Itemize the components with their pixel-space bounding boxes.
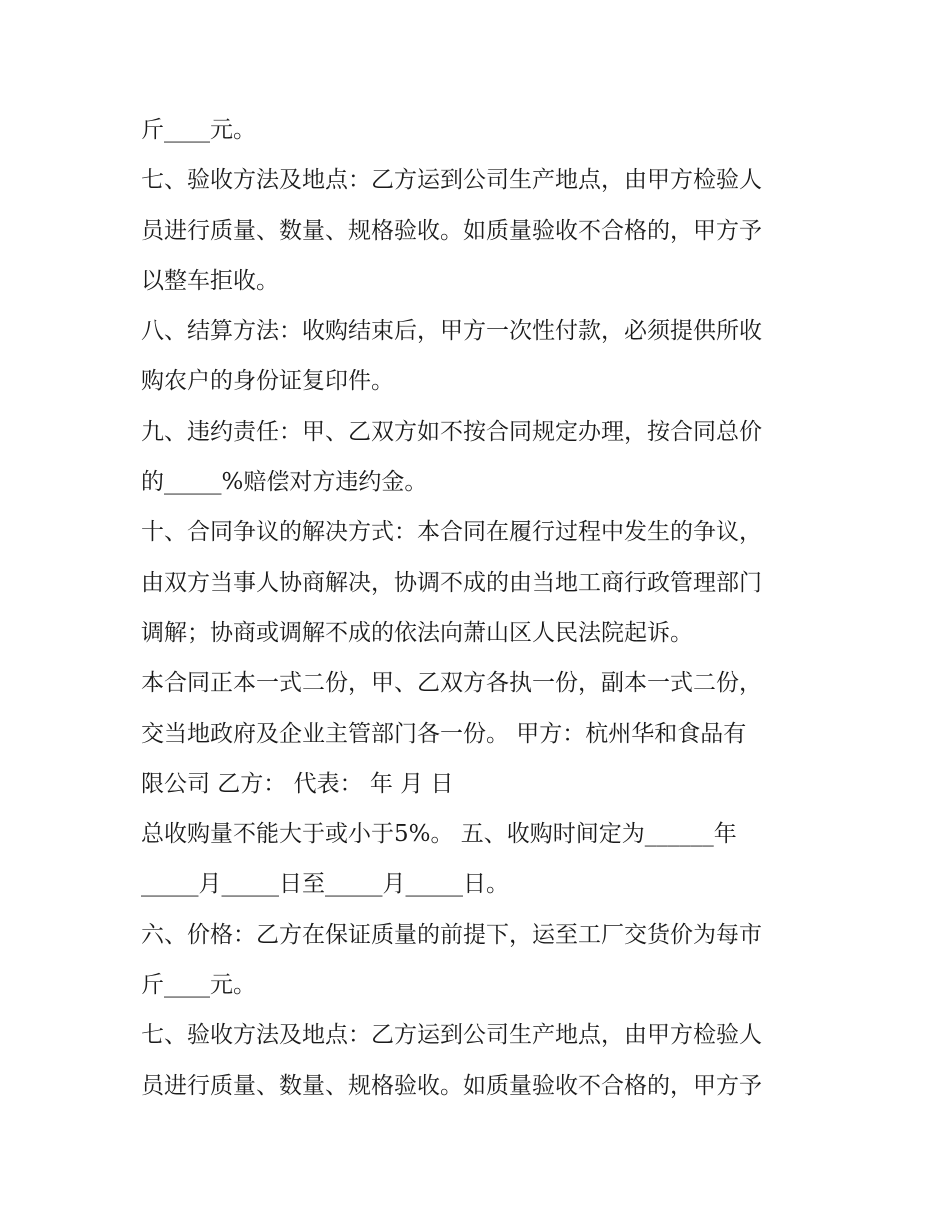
text-line: 七、验收方法及地点：乙方运到公司生产地点，由甲方检验人 xyxy=(141,1022,762,1049)
text-line: 总收购量不能大于或小于5%。 五、收购时间定为______年 xyxy=(141,821,737,848)
text-line: 以整车拒收。 xyxy=(141,267,279,294)
text-line: 九、违约责任：甲、乙双方如不按合同规定办理，按合同总价 xyxy=(141,418,762,445)
text-line: 交当地政府及企业主管部门各一份。 甲方：杭州华和食品有 xyxy=(141,720,747,747)
text-line: 由双方当事人协商解决，协调不成的由当地工商行政管理部门 xyxy=(141,569,762,596)
text-line: 斤____元。 xyxy=(141,972,256,999)
text-line: 调解；协商或调解不成的依法向萧山区人民法院起诉。 xyxy=(141,619,693,646)
text-line: 员进行质量、数量、规格验收。如质量验收不合格的，甲方予 xyxy=(141,217,762,244)
text-line: 斤____元。 xyxy=(141,117,256,143)
text-line: 本合同正本一式二份，甲、乙双方各执一份，副本一式二份， xyxy=(141,670,762,697)
text-line: 六、价格：乙方在保证质量的前提下，运至工厂交货价为每市 xyxy=(141,921,762,948)
text-line: 十、合同争议的解决方式：本合同在履行过程中发生的争议， xyxy=(141,519,762,546)
text-line: _____月_____日至_____月_____日。 xyxy=(141,871,509,898)
text-line: 员进行质量、数量、规格验收。如质量验收不合格的，甲方予 xyxy=(141,1072,762,1099)
text-line: 七、验收方法及地点：乙方运到公司生产地点，由甲方检验人 xyxy=(141,167,762,194)
text-line: 的_____%赔偿对方违约金。 xyxy=(141,469,428,496)
text-line: 购农户的身份证复印件。 xyxy=(141,368,394,395)
document-body xyxy=(141,105,821,1111)
text-line: 八、结算方法：收购结束后，甲方一次性付款，必须提供所收 xyxy=(141,318,762,345)
text-line: 限公司 乙方： 代表： 年 月 日 xyxy=(141,770,454,797)
